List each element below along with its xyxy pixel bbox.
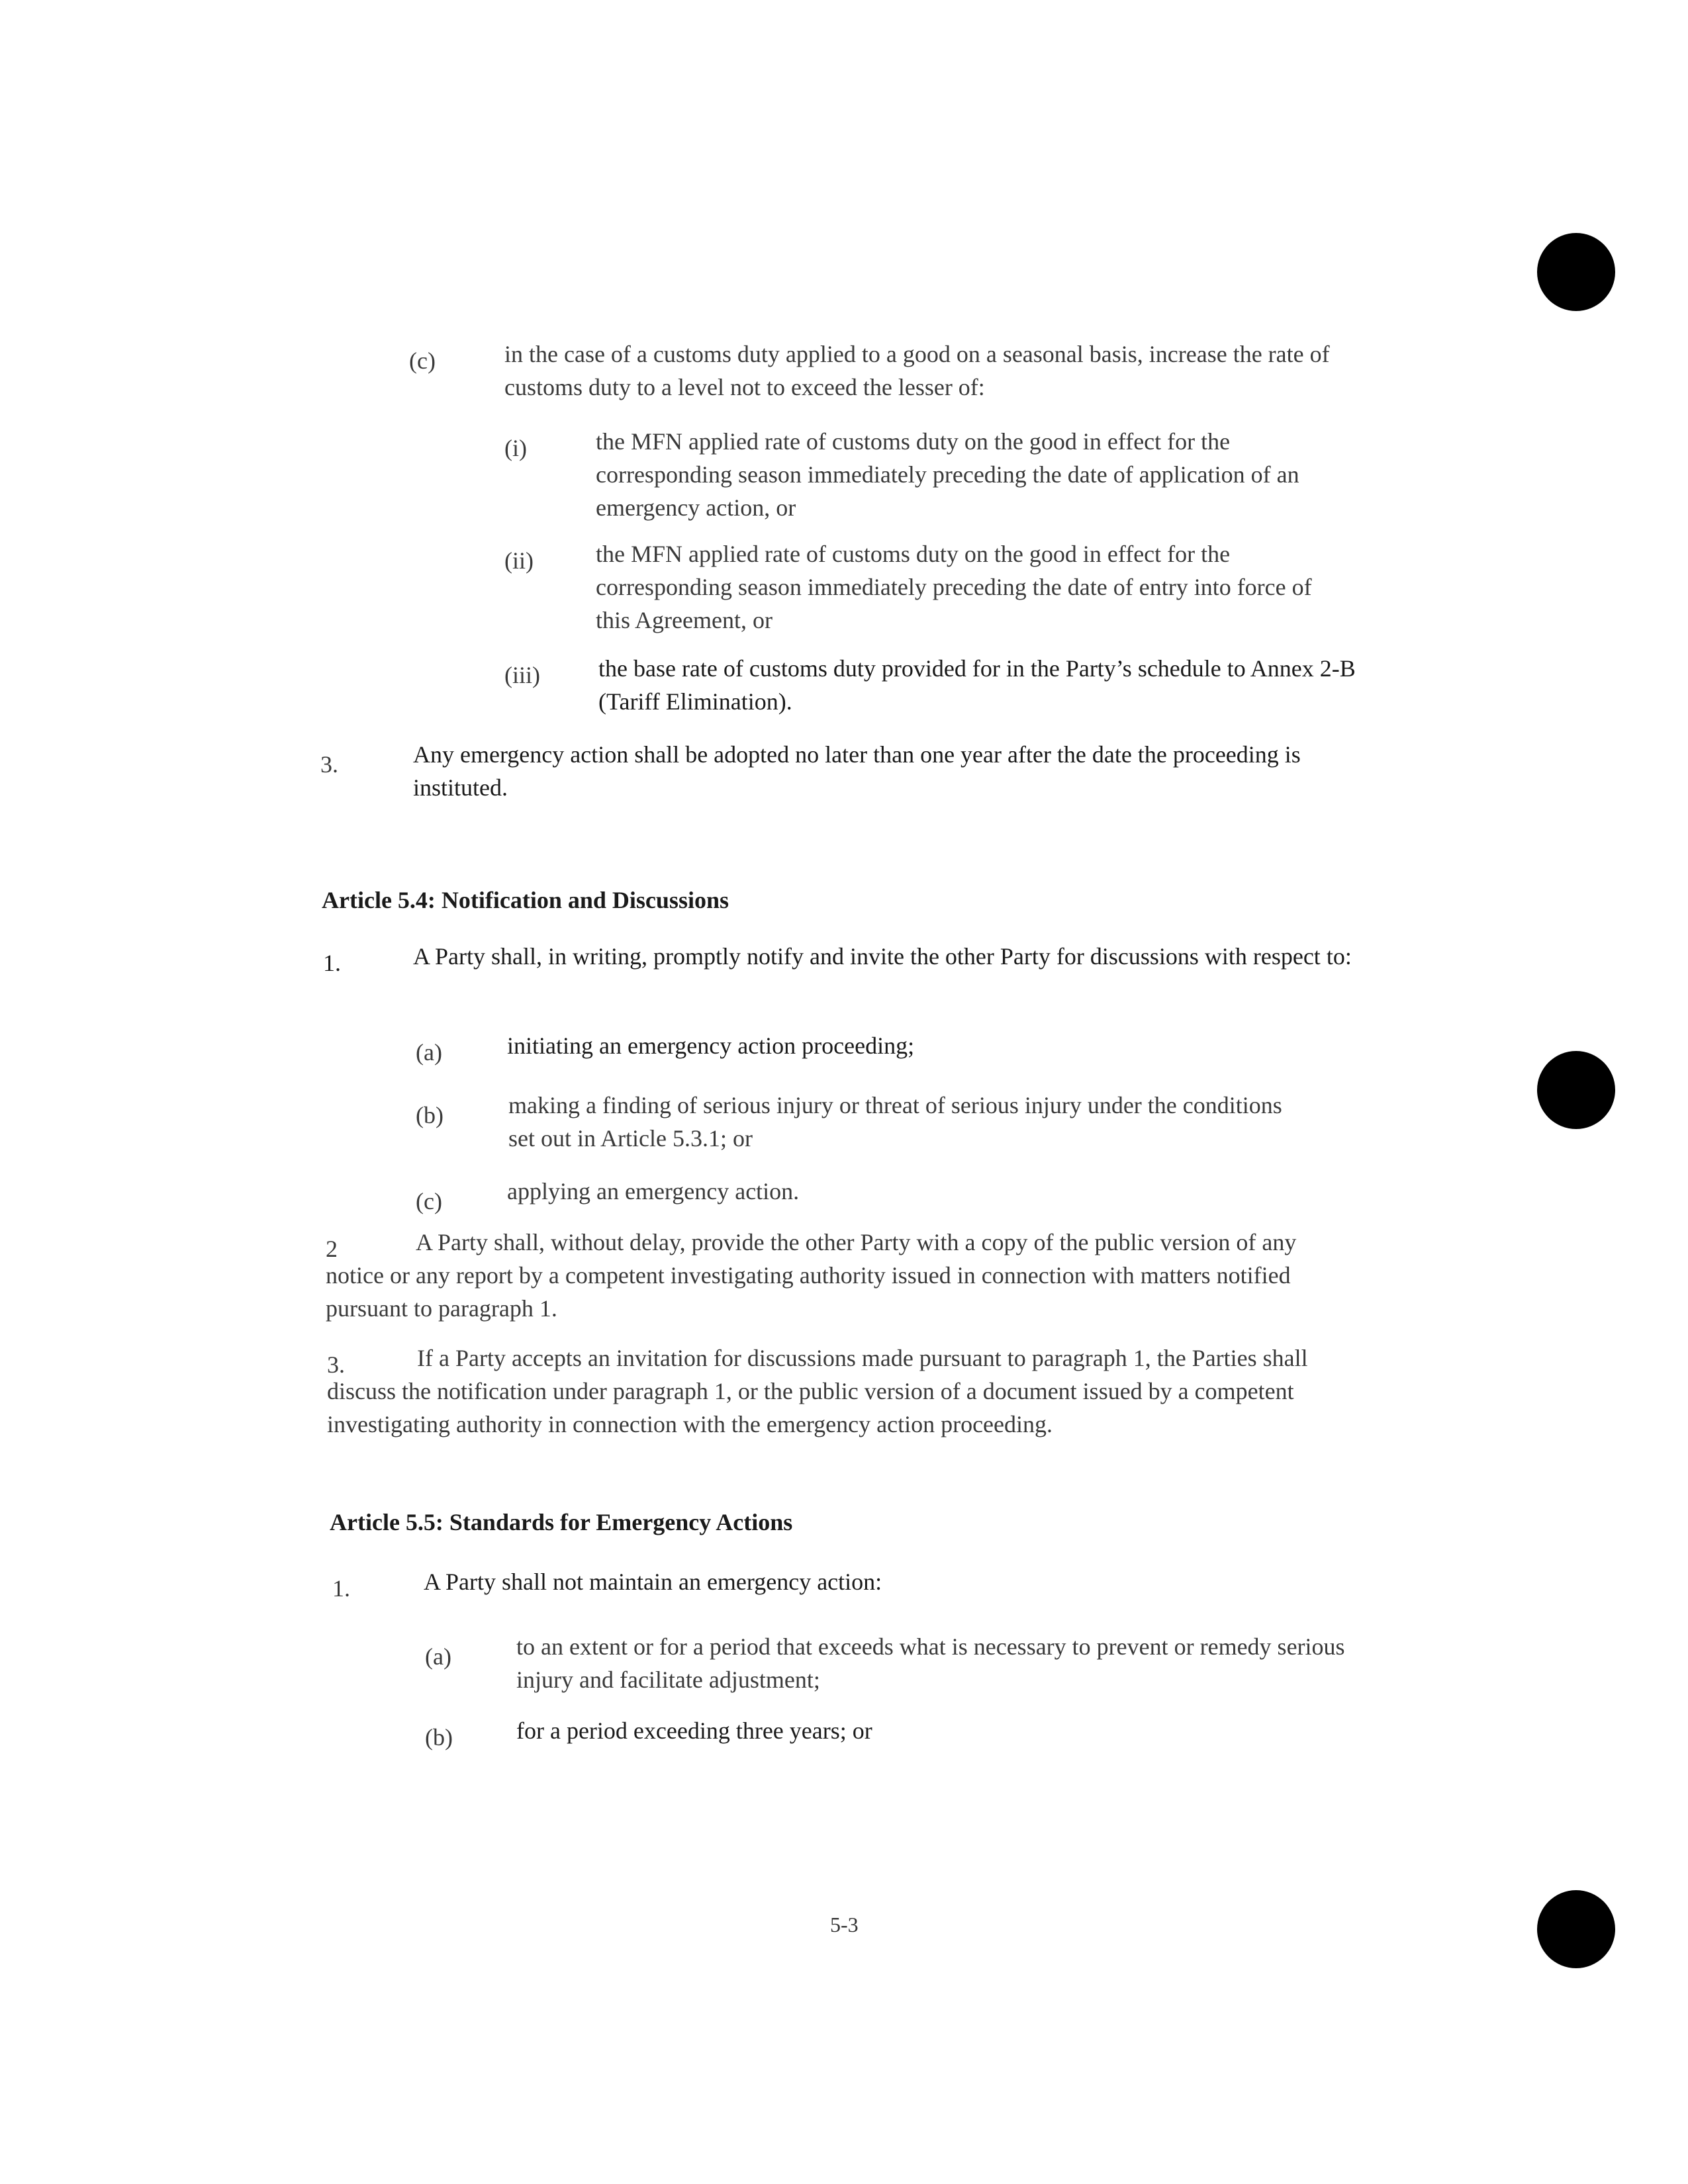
punch-hole (1537, 233, 1615, 311)
paragraph-text: A Party shall, in writing, promptly notify and invite the other Party for discussions with respect to: (413, 943, 1352, 970)
punch-hole (1537, 1890, 1615, 1968)
page-number: 5-3 (830, 1913, 859, 1936)
paragraph-marker: 3. (320, 751, 338, 778)
paragraph-text: A Party shall not maintain an emergency action: (424, 1569, 882, 1595)
section-heading: Article 5.4: Notification and Discussions (322, 887, 729, 913)
item-marker: (b) (425, 1724, 453, 1751)
item-marker: (b) (416, 1102, 444, 1128)
paragraph-marker: 2 (326, 1236, 338, 1262)
item-text: for a period exceeding three years; or (516, 1717, 872, 1744)
section-heading: Article 5.5: Standards for Emergency Actions (330, 1509, 793, 1535)
item-marker: (c) (416, 1188, 442, 1214)
paragraph-text: A Party shall, without delay, provide the other Party with a copy of the public version of any notice or any report by a competent investigating authority issued in connection with matters notified pursuant to paragraph 1. (326, 1229, 1297, 1322)
subitem-text: the base rate of customs duty provided for in the Party’s schedule to Annex 2-B (Tariff Elimination). (598, 655, 1356, 715)
subitem-marker: (i) (504, 435, 527, 461)
paragraph-text: Any emergency action shall be adopted no later than one year after the date the proceeding is instituted. (413, 741, 1301, 801)
paragraph-marker: 1. (332, 1575, 350, 1602)
item-text: applying an emergency action. (507, 1178, 800, 1205)
item-marker: (a) (416, 1039, 442, 1066)
punch-hole (1537, 1051, 1615, 1129)
item-marker: (a) (425, 1643, 451, 1670)
subitem-text: the MFN applied rate of customs duty on the good in effect for the corresponding season immediately preceding the date of entry into force of this Agreement, or (596, 541, 1312, 633)
clause-marker: (c) (409, 347, 436, 374)
paragraph-marker: 1. (323, 950, 341, 976)
subitem-text: the MFN applied rate of customs duty on the good in effect for the corresponding season immediately preceding the date of application of an emergency action, or (596, 428, 1299, 521)
item-text: making a finding of serious injury or threat of serious injury under the conditions set out in Article 5.3.1; or (508, 1092, 1282, 1152)
item-text: initiating an emergency action proceeding; (507, 1032, 915, 1059)
clause-text: in the case of a customs duty applied to a good on a seasonal basis, increase the rate of customs duty to a level not to exceed the lesser of: (504, 341, 1330, 400)
subitem-marker: (iii) (504, 662, 540, 688)
subitem-marker: (ii) (504, 547, 534, 574)
paragraph-marker: 3. (327, 1351, 345, 1378)
item-text: to an extent or for a period that exceeds what is necessary to prevent or remedy serious injury and facilitate adjustment; (516, 1633, 1345, 1693)
paragraph-text: If a Party accepts an invitation for discussions made pursuant to paragraph 1, the Parties shall discuss the notification under paragraph 1, or the public version of a document issued by a competent investigating authority in connection with the emergency action proceeding. (327, 1345, 1308, 1437)
